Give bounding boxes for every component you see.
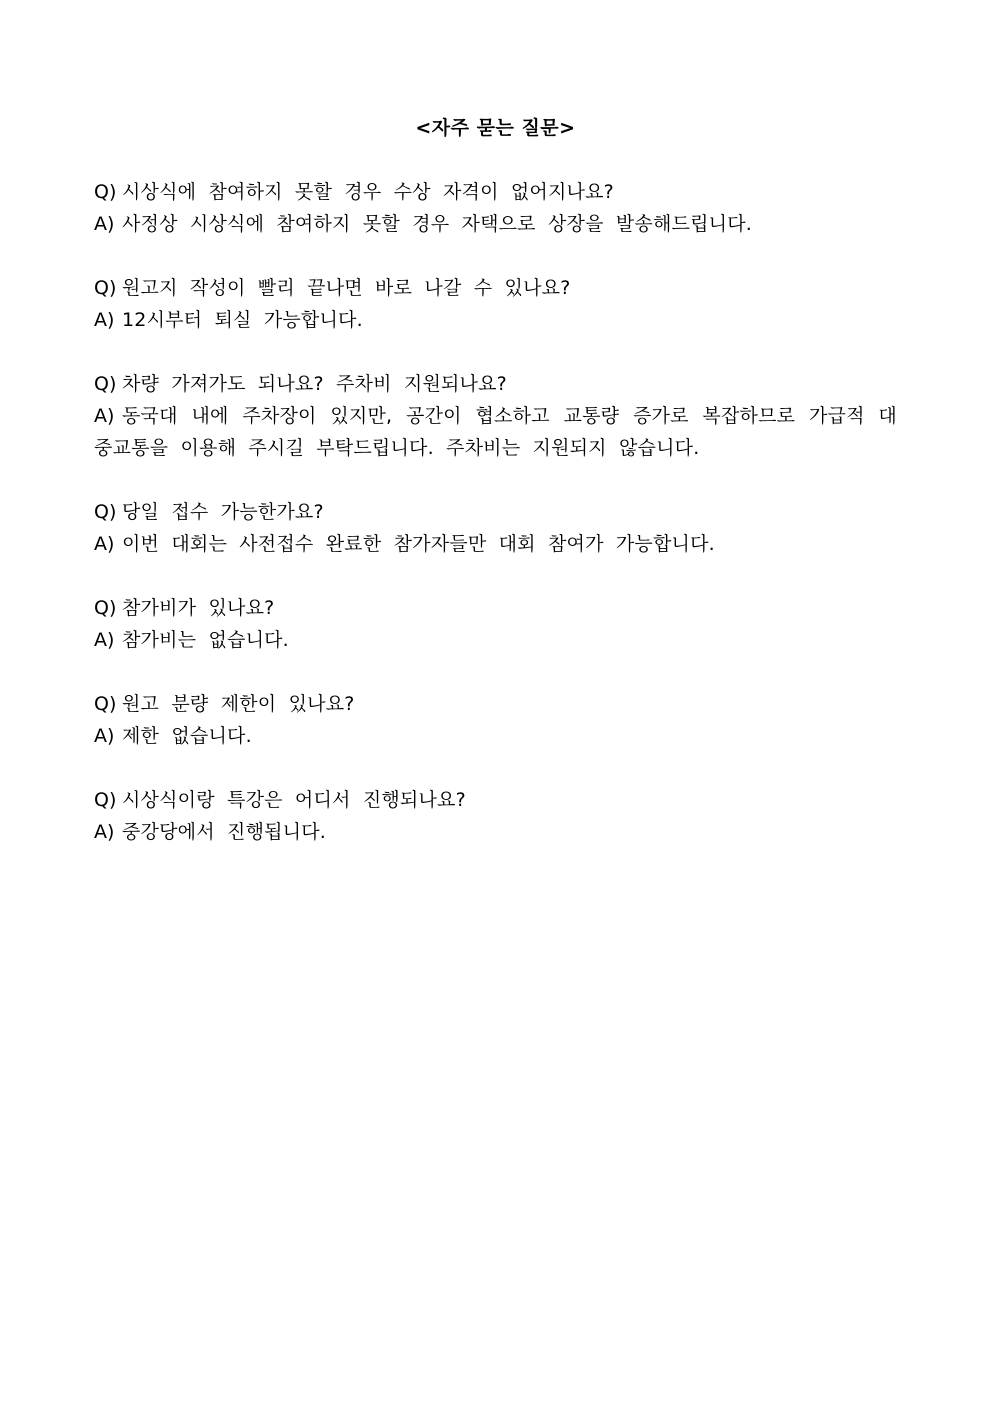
faq-item — [94, 272, 897, 336]
question-text: 당일 접수 가능한가요? — [122, 501, 324, 523]
question-prefix: Q) — [94, 597, 117, 619]
faq-item — [94, 592, 897, 656]
faq-answer — [94, 816, 897, 848]
faq-answer — [94, 208, 897, 240]
faq-question — [94, 272, 897, 304]
question-text: 차량 가져가도 되나요? 주차비 지원되나요? — [122, 373, 507, 395]
answer-text: 이번 대회는 사전접수 완료한 참가자들만 대회 참여가 가능합니다. — [122, 533, 715, 555]
question-text: 원고지 작성이 빨리 끝나면 바로 나갈 수 있나요? — [122, 277, 571, 299]
faq-item — [94, 368, 897, 464]
answer-prefix: A) — [94, 309, 115, 331]
answer-text: 제한 없습니다. — [122, 725, 252, 747]
faq-answer — [94, 624, 897, 656]
document-page — [94, 112, 897, 880]
faq-item — [94, 688, 897, 752]
question-prefix: Q) — [94, 501, 117, 523]
faq-question — [94, 368, 897, 400]
faq-item — [94, 784, 897, 848]
faq-question — [94, 592, 897, 624]
question-text: 원고 분량 제한이 있나요? — [122, 693, 355, 715]
faq-item — [94, 176, 897, 240]
answer-text: 참가비는 없습니다. — [122, 629, 289, 651]
question-text: 시상식이랑 특강은 어디서 진행되나요? — [122, 789, 466, 811]
answer-text: 중강당에서 진행됩니다. — [122, 821, 327, 843]
faq-answer — [94, 400, 897, 464]
answer-prefix: A) — [94, 213, 115, 235]
question-prefix: Q) — [94, 277, 117, 299]
answer-prefix: A) — [94, 629, 115, 651]
answer-prefix: A) — [94, 405, 115, 427]
faq-question — [94, 784, 897, 816]
answer-prefix: A) — [94, 821, 115, 843]
faq-item — [94, 496, 897, 560]
answer-prefix: A) — [94, 533, 115, 555]
answer-text: 동국대 내에 주차장이 있지만, 공간이 협소하고 교통량 증가로 복잡하므로 가급적 대중교통을 이용해 주시길 부탁드립니다. 주차비는 지원되지 않습니다. — [94, 405, 897, 459]
page-title: <자주 묻는 질문> — [415, 117, 576, 139]
question-prefix: Q) — [94, 693, 117, 715]
question-prefix: Q) — [94, 789, 117, 811]
question-text: 참가비가 있나요? — [122, 597, 275, 619]
faq-question — [94, 688, 897, 720]
question-text: 시상식에 참여하지 못할 경우 수상 자격이 없어지나요? — [122, 181, 614, 203]
faq-question — [94, 176, 897, 208]
faq-answer — [94, 720, 897, 752]
question-prefix: Q) — [94, 181, 117, 203]
question-prefix: Q) — [94, 373, 117, 395]
answer-prefix: A) — [94, 725, 115, 747]
answer-text: 사정상 시상식에 참여하지 못할 경우 자택으로 상장을 발송해드립니다. — [122, 213, 752, 235]
faq-answer — [94, 304, 897, 336]
faq-answer — [94, 528, 897, 560]
answer-text: 12시부터 퇴실 가능합니다. — [122, 309, 363, 331]
faq-question — [94, 496, 897, 528]
